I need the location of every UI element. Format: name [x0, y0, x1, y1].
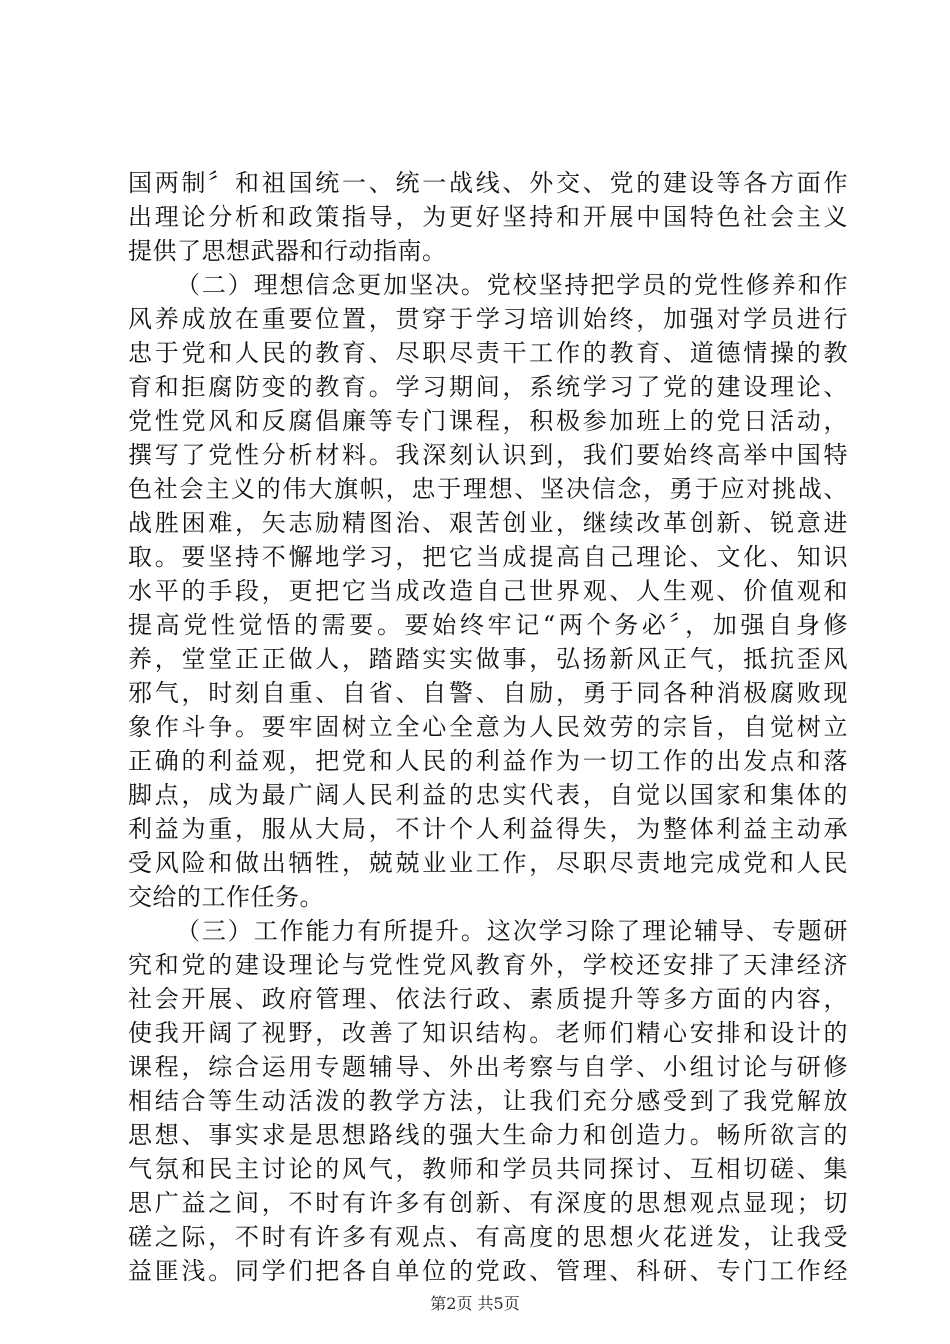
text-line: 正确的利益观，把党和人民的利益作为一切工作的出发点和落 — [128, 747, 848, 775]
text-line: 战胜困难，矢志励精图治、艰苦创业，继续改革创新、锐意进 — [128, 509, 848, 537]
text-line: 思广益之间，不时有许多有创新、有深度的思想观点显现；切 — [128, 1189, 848, 1217]
text-line: 利益为重，服从大局，不计个人利益得失，为整体利益主动承 — [128, 815, 848, 843]
text-line: 使我开阔了视野，改善了知识结构。老师们精心安排和设计的 — [128, 1019, 848, 1047]
paragraph-start-line: （二）理想信念更加坚决。党校坚持把学员的党性修养和作 — [176, 271, 848, 299]
text-line: 象作斗争。要牢固树立全心全意为人民效劳的宗旨，自觉树立 — [128, 713, 848, 741]
text-line: 风养成放在重要位置，贯穿于学习培训始终，加强对学员进行 — [128, 305, 848, 333]
text-line: 国两制〞和祖国统一、统一战线、外交、党的建设等各方面作 — [128, 169, 848, 197]
text-line: 相结合等生动活泼的教学方法，让我们充分感受到了我党解放 — [128, 1087, 848, 1115]
text-line: 社会开展、政府管理、依法行政、素质提升等多方面的内容， — [128, 985, 848, 1013]
text-line: 取。要坚持不懈地学习，把它当成提高自己理论、文化、知识 — [128, 543, 848, 571]
text-line: 撰写了党性分析材料。我深刻认识到，我们要始终高举中国特 — [128, 441, 848, 469]
text-line: 党性党风和反腐倡廉等专门课程，积极参加班上的党日活动， — [128, 407, 848, 435]
text-line: 益匪浅。同学们把各自单位的党政、管理、科研、专门工作经 — [128, 1257, 848, 1285]
text-line: 出理论分析和政策指导，为更好坚持和开展中国特色社会主义 — [128, 203, 848, 231]
text-line: 交给的工作任务。 — [128, 883, 324, 911]
paragraph-start-line: （三）工作能力有所提升。这次学习除了理论辅导、专题研 — [176, 917, 848, 945]
page-number-footer: 第2页 共5页 — [430, 1294, 520, 1313]
text-line: 水平的手段，更把它当成改造自己世界观、人生观、价值观和 — [128, 577, 848, 605]
text-line: 思想、事实求是思想路线的强大生命力和创造力。畅所欲言的 — [128, 1121, 848, 1149]
text-line: 提高党性觉悟的需要。要始终牢记“两个务必〞，加强自身修 — [128, 611, 848, 639]
text-line: 色社会主义的伟大旗帜，忠于理想、坚决信念，勇于应对挑战、 — [128, 475, 848, 503]
text-line: 课程，综合运用专题辅导、外出考察与自学、小组讨论与研修 — [128, 1053, 848, 1081]
text-line: 养，堂堂正正做人，踏踏实实做事，弘扬新风正气，抵抗歪风 — [128, 645, 848, 673]
text-line: 忠于党和人民的教育、尽职尽责干工作的教育、道德情操的教 — [128, 339, 848, 367]
text-line: 受风险和做出牺牲，兢兢业业工作，尽职尽责地完成党和人民 — [128, 849, 848, 877]
document-body — [128, 166, 848, 1288]
text-line: 提供了思想武器和行动指南。 — [128, 237, 447, 265]
text-line: 磋之际，不时有许多有观点、有高度的思想火花迸发，让我受 — [128, 1223, 848, 1251]
text-line: 究和党的建设理论与党性党风教育外，学校还安排了天津经济 — [128, 951, 848, 979]
text-line: 邪气，时刻自重、自省、自警、自励，勇于同各种消极腐败现 — [128, 679, 848, 707]
text-line: 育和拒腐防变的教育。学习期间，系统学习了党的建设理论、 — [128, 373, 848, 401]
text-line: 脚点，成为最广阔人民利益的忠实代表，自觉以国家和集体的 — [128, 781, 848, 809]
text-line: 气氛和民主讨论的风气，教师和学员共同探讨、互相切磋、集 — [128, 1155, 848, 1183]
